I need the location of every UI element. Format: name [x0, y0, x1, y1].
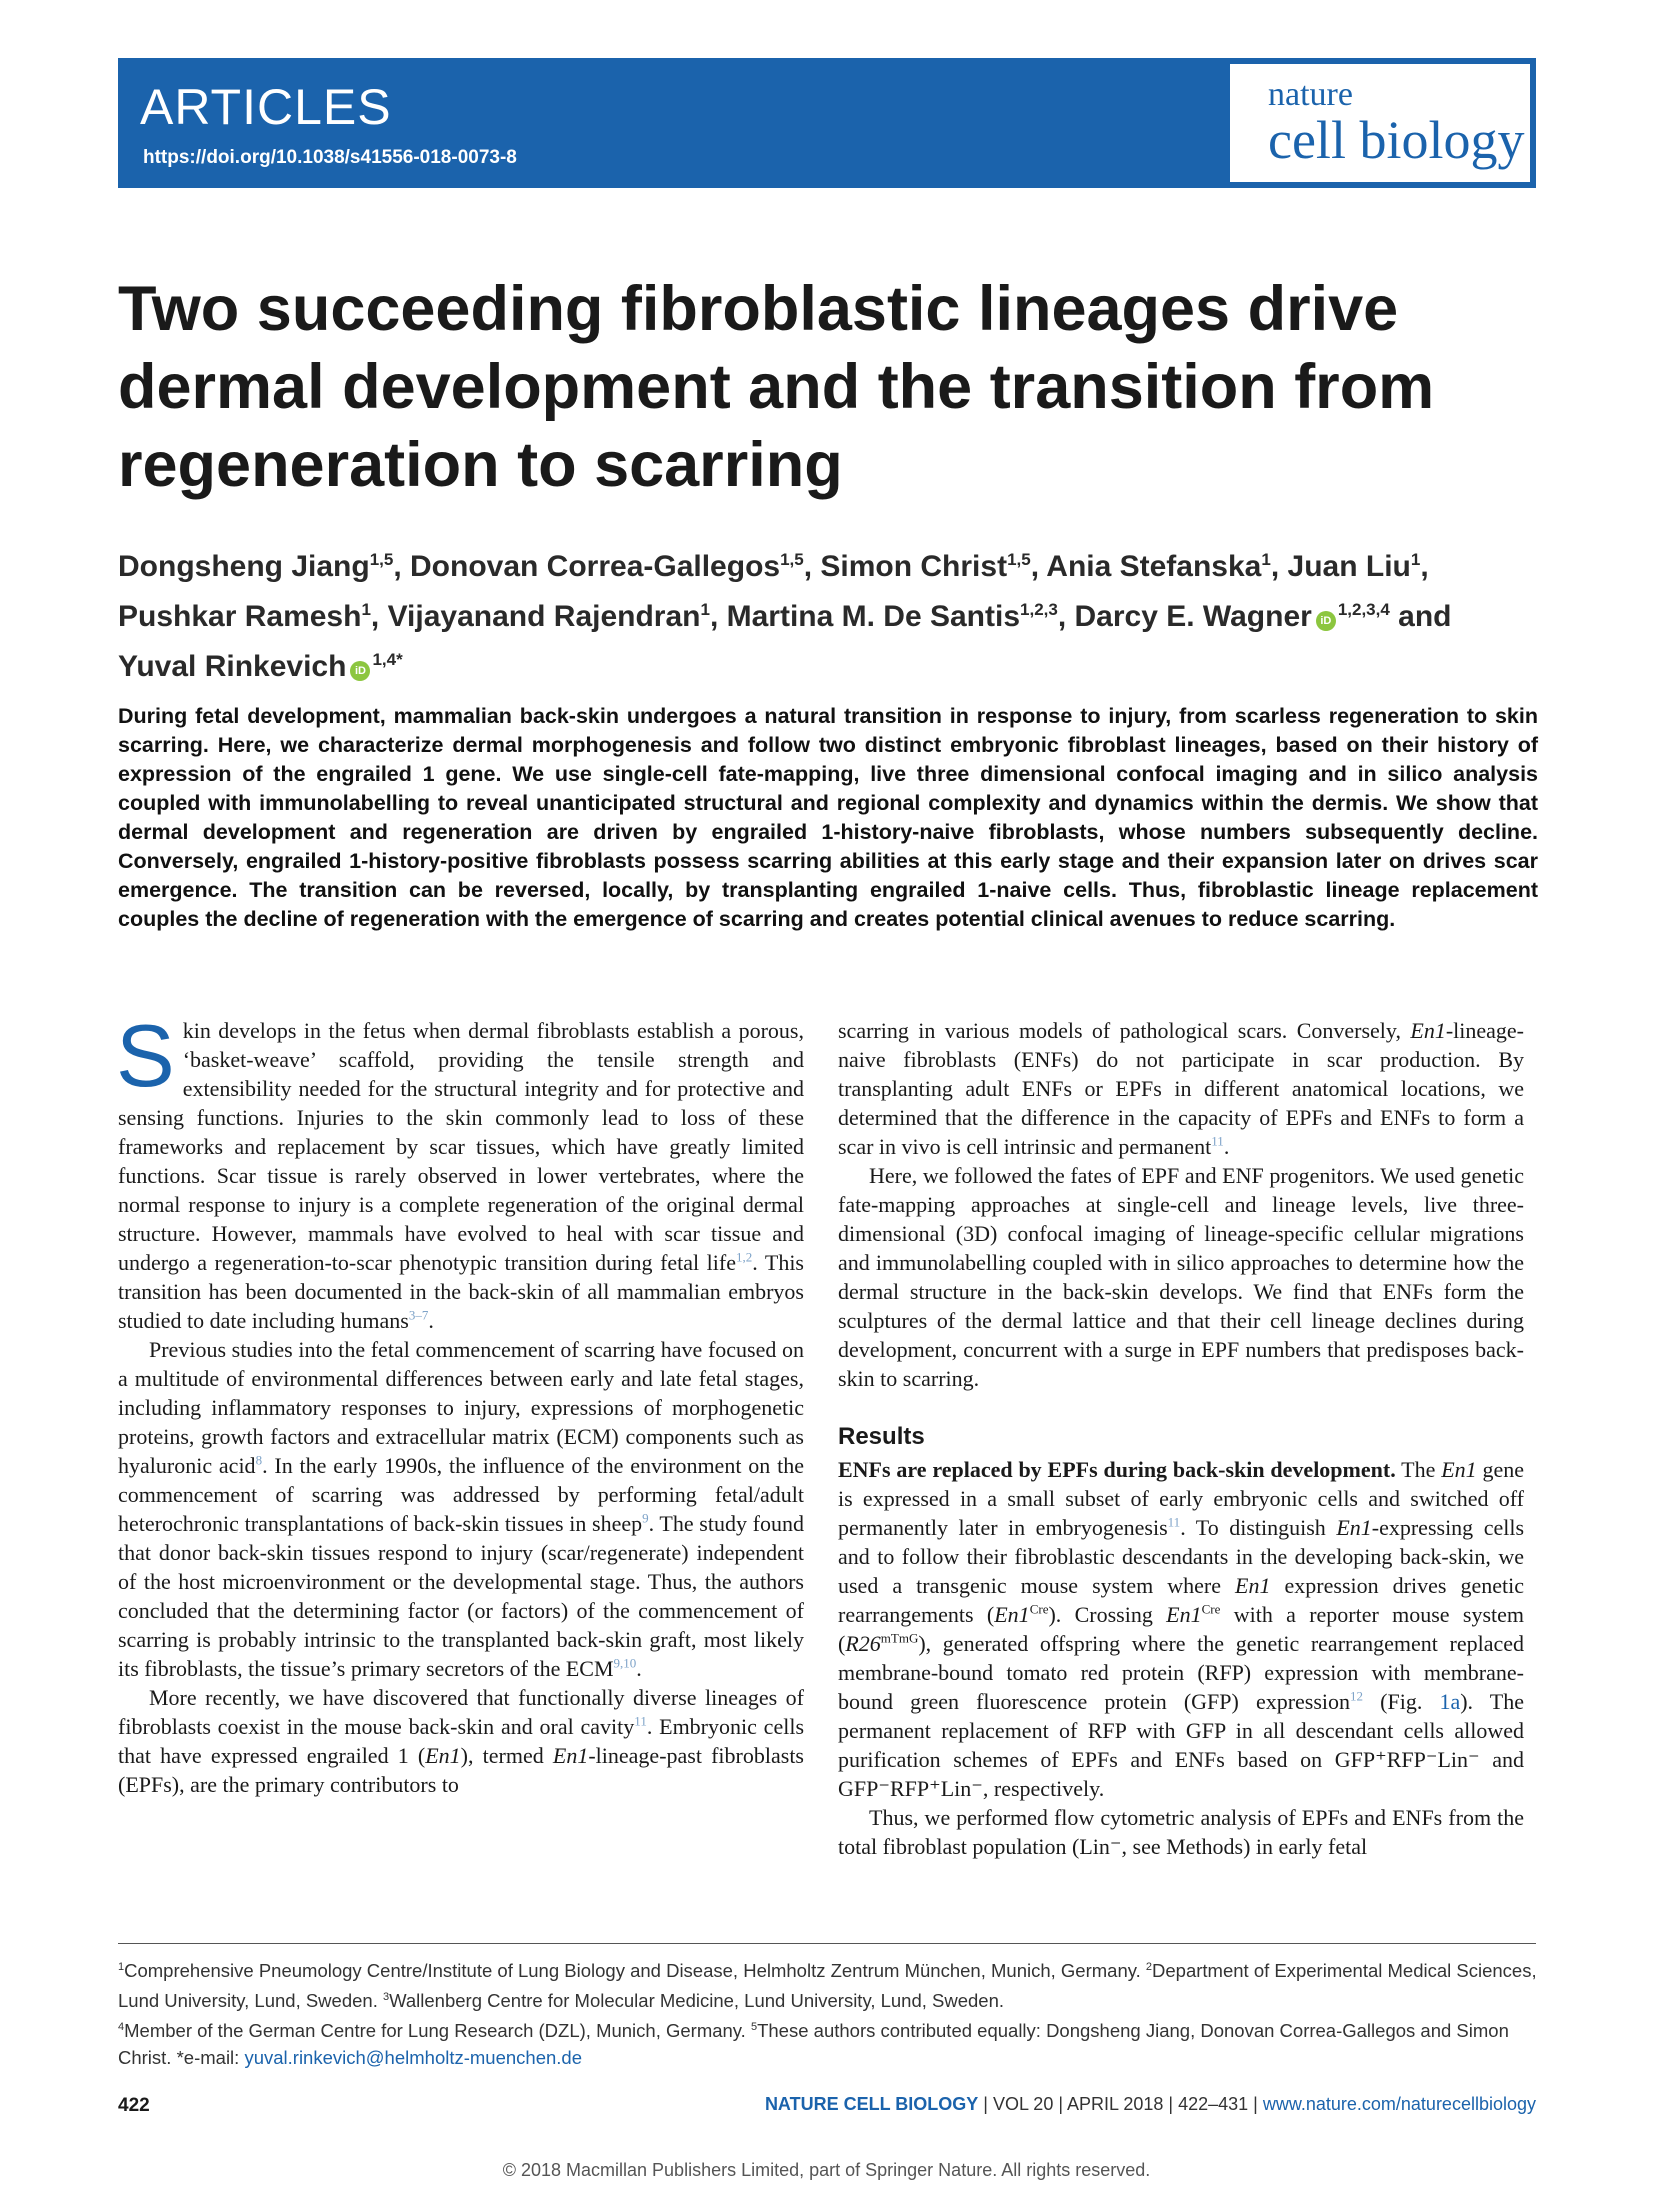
- text-run: ). Crossing: [1048, 1602, 1167, 1627]
- gene-name: R26: [845, 1631, 881, 1656]
- text-run: . In the early 1990s, the influence of the environment on the commencement of scarring was addressed by performing fetal/adult heterochronic transplantations of back-skin tissues in sheep: [118, 1453, 804, 1536]
- citation-ref[interactable]: 11: [1167, 1514, 1181, 1530]
- orcid-icon[interactable]: iD: [1316, 611, 1336, 631]
- text-run: More recently, we have discovered that functionally diverse lineages of fibroblasts coexist in the mouse back-skin and oral cavity: [118, 1685, 804, 1739]
- gene-name: En1: [1410, 1018, 1446, 1043]
- gene-name: En1: [1166, 1602, 1202, 1627]
- author-affiliation: 1: [1410, 550, 1421, 569]
- figure-link[interactable]: 1a: [1439, 1689, 1461, 1714]
- footer-citation: [765, 2094, 1536, 2115]
- text-run: Previous studies into the fetal commencement of scarring have focused on a multitude of environmental differences between early and late fetal stages, including inflammatory responses to injury, expressions of morphogenetic proteins, growth factors and extracellular matrix (ECM) components such as hyaluronic acid: [118, 1337, 804, 1478]
- author-affiliation: 1,5: [1007, 550, 1031, 569]
- subsection-heading: ENFs are replaced by EPFs during back-skin development.: [838, 1457, 1396, 1482]
- author-name[interactable]: Pushkar Ramesh: [118, 600, 362, 633]
- footnote-mark: 3: [382, 1991, 390, 2004]
- text-run: ). The permanent replacement of RFP with GFP in all descendant cells allowed purification schemes of EPFs and ENFs based on GFP⁺RFP⁻Lin⁻ and GFP⁻RFP⁺Lin⁻, respectively.: [838, 1689, 1524, 1801]
- affiliation-text: These authors contributed equally: Dongsheng Jiang, Donovan Correa-Gallegos and Simon Christ. *e-mail:: [118, 2020, 1509, 2069]
- author-name[interactable]: Martina M. De Santis: [726, 600, 1021, 633]
- gene-name: En1: [1441, 1457, 1477, 1482]
- affiliation-text: Department of Experimental Medical Sciences, Lund University, Lund, Sweden.: [118, 1960, 1537, 2012]
- allele-superscript: Cre: [1029, 1601, 1049, 1617]
- citation-ref[interactable]: 9: [642, 1510, 649, 1526]
- text-run: gene is expressed in a small subset of early embryonic cells and switched off permanently later in embryogenesis: [838, 1457, 1525, 1540]
- paragraph: [118, 1683, 804, 1799]
- author-affiliation: 1,4*: [372, 650, 403, 669]
- text-run: .: [636, 1656, 642, 1681]
- paragraph: [838, 1016, 1524, 1161]
- citation-ref[interactable]: 8: [255, 1452, 263, 1468]
- journal-logo-bottom: cell biology: [1268, 110, 1525, 170]
- paragraph: [116, 1006, 804, 1335]
- journal-logo-top: nature: [1268, 76, 1353, 113]
- author-affiliation: 1,5: [780, 550, 804, 569]
- journal-url-link[interactable]: www.nature.com/naturecellbiology: [1262, 2094, 1536, 2114]
- text-run: The: [1395, 1457, 1442, 1482]
- gene-name: En1: [425, 1743, 461, 1768]
- footnotes: [118, 1954, 1538, 2071]
- footer-issue: | VOL 20 | APRIL 2018 | 422–431 |: [978, 2094, 1263, 2114]
- text-run: expression drives genetic rearrangements (: [838, 1573, 1524, 1627]
- copyright-notice: © 2018 Macmillan Publishers Limited, part of Springer Nature. All rights reserved.: [502, 2160, 1151, 2180]
- author-list: Dongsheng Jiang$^{1,5}$, Donovan Correa-Gallegos$^{1,5}$, Simon Christ$^{1,5}$, Ania Stefanska$^1$, Juan Liu$^1$, Pushkar Ramesh$^1$, Vijayanand Rajendran$^1$, Martina M. De Santis$^{1,2,3}$, Darcy E. Wagner iD$^{1,2,3,4}$ and Yuval Rinkevich $iD^{1,4*}$: [118, 550, 1452, 683]
- gene-name: En1: [1235, 1573, 1271, 1598]
- author-name[interactable]: Juan Liu: [1287, 550, 1411, 583]
- body-column-right: [838, 1016, 1524, 1861]
- affiliation-text: Wallenberg Centre for Molecular Medicine, Lund University, Lund, Sweden.: [389, 1990, 1005, 2012]
- text-run: -lineage-naive fibroblasts (ENFs) do not participate in scar production. By transplanting adult ENFs or EPFs in different anatomical locations, we determined that the difference in the capacity of EPFs and ENFs to form a scar in vivo is cell intrinsic and permanent: [838, 1018, 1524, 1159]
- text-run: .: [1223, 1134, 1230, 1159]
- article-title: Two succeeding fibroblastic lineages drive dermal development and the transition from regeneration to scarring: [118, 274, 1435, 500]
- orcid-icon[interactable]: iD: [350, 661, 370, 681]
- text-run: (Fig.: [1363, 1689, 1440, 1714]
- author-name[interactable]: Simon Christ: [820, 550, 1008, 583]
- text-run: .: [428, 1308, 434, 1333]
- footnote-mark: 2: [1145, 1961, 1153, 1973]
- author-affiliation: 1: [1261, 550, 1271, 569]
- journal-logo[interactable]: [1230, 64, 1530, 182]
- email-link[interactable]: yuval.rinkevich@helmholtz-muenchen.de: [244, 2047, 583, 2069]
- gene-name: En1: [1336, 1515, 1372, 1540]
- allele-superscript: mTmG: [880, 1630, 919, 1646]
- section-heading-results: Results: [838, 1423, 925, 1450]
- body-column-left: [116, 1006, 805, 1799]
- gene-name: En1: [994, 1602, 1030, 1627]
- author-affiliation: 1: [700, 600, 710, 619]
- text-run: kin develops in the fetus when dermal fibroblasts establish a porous, ‘basket-weave’ scaffold, providing the tensile strength and extensibility needed for the structural integrity and for protective and sensing functions. Injuries to the skin commonly lead to loss of these frameworks and replacement by scar tissues, which have greatly limited functions. Scar tissue is rarely observed in lower vertebrates, where the normal response to injury is a complete regeneration of the original dermal structure. However, mammals have evolved to heal with scar tissue and undergo a regeneration-to-scar phenotypic transition during fetal life: [118, 1018, 804, 1275]
- text-run: -expressing cells and to follow their fibroblastic descendants in the developing back-skin, we used a transgenic mouse system where: [838, 1515, 1525, 1598]
- author-name[interactable]: Darcy E. Wagner: [1074, 600, 1312, 633]
- gene-name: En1: [552, 1743, 589, 1768]
- paragraph: [118, 1335, 804, 1683]
- text-run: ), termed: [460, 1743, 553, 1768]
- author-name[interactable]: Yuval Rinkevich: [118, 650, 347, 683]
- author-name[interactable]: Ania Stefanska: [1046, 550, 1262, 583]
- affiliation-text: Comprehensive Pneumology Centre/Institute of Lung Biology and Disease, Helmholtz Zentrum München, Munich, Germany.: [124, 1960, 1146, 1982]
- article-banner: [118, 58, 1536, 188]
- allele-superscript: Cre: [1201, 1601, 1221, 1617]
- author-affiliation: 1,5: [369, 550, 394, 569]
- paragraph: Thus, we performed flow cytometric analysis of EPFs and ENFs from the total fibroblast population (Lin⁻, see Methods) in early fetal: [838, 1805, 1524, 1859]
- author-name[interactable]: Vijayanand Rajendran: [387, 600, 701, 633]
- author-name[interactable]: Dongsheng Jiang: [118, 550, 370, 583]
- footer-journal-name: NATURE CELL BIOLOGY: [764, 2094, 979, 2114]
- paragraph: [838, 1455, 1524, 1803]
- text-run: scarring in various models of pathological scars. Conversely,: [838, 1018, 1411, 1043]
- citation-ref[interactable]: 1,2: [736, 1249, 753, 1265]
- footnote-divider: [118, 1943, 1536, 1944]
- text-run: . Embryonic cells that have expressed engrailed 1 (: [118, 1714, 805, 1768]
- page-number: 422: [118, 2095, 150, 2116]
- text-run: . This transition has been documented in the back-skin of all mammalian embryos studied to date including humans: [118, 1250, 804, 1333]
- section-label: ARTICLES: [140, 79, 392, 135]
- doi-link[interactable]: https://doi.org/10.1038/s41556-018-0073-8: [143, 147, 517, 168]
- footnote-mark: 4: [118, 2021, 125, 2034]
- footnote-mark: 5: [750, 2021, 758, 2034]
- author-name[interactable]: Donovan Correa-Gallegos: [410, 550, 781, 583]
- text-run: -lineage-past fibroblasts (EPFs), are the primary contributors to: [118, 1743, 804, 1797]
- author-affiliation: 1,2,3,4: [1337, 600, 1390, 619]
- citation-ref[interactable]: 11: [634, 1713, 647, 1729]
- citation-ref[interactable]: 9,10: [613, 1655, 637, 1671]
- text-run: . To distinguish: [1180, 1515, 1337, 1540]
- footnote-mark: 1: [118, 1961, 125, 1973]
- citation-ref[interactable]: 12: [1350, 1688, 1364, 1704]
- author-affiliation: 1: [361, 600, 371, 619]
- text-run: . The study found that donor back-skin tissues respond to injury (scar/regenerate) independent of the host microenvironment or the developmental stage. Thus, the authors concluded that the determining factor (or factors) of the commencement of scarring is probably intrinsic to the transplanted back-skin graft, most likely its fibroblasts, the tissue’s primary secretors of the ECM: [118, 1511, 804, 1681]
- text-run: with a reporter mouse system (: [838, 1602, 1524, 1656]
- citation-ref[interactable]: 3–7: [408, 1307, 429, 1323]
- citation-ref[interactable]: 11: [1211, 1133, 1224, 1149]
- author-affiliation: 1,2,3: [1020, 600, 1058, 619]
- author-conjunction: and: [1398, 600, 1452, 633]
- text-run: ), generated offspring where the genetic rearrangement replaced membrane-bound tomato red protein (RFP) expression with membrane-bound green fluorescence protein (GFP) expression: [838, 1631, 1524, 1714]
- drop-cap: S: [116, 1006, 175, 1105]
- paragraph: Here, we followed the fates of EPF and ENF progenitors. We used genetic fate-mapping approaches at single-cell and lineage levels, live three-dimensional (3D) confocal imaging of lineage-specific cellular migrations and immunolabelling coupled with in silico approaches to determine how the dermal structure in the back-skin develops. We find that ENFs form the sculptures of the dermal lattice and that their cell lineage declines during development, concurrent with a surge in EPF numbers that predisposes back-skin to scarring.: [838, 1163, 1524, 1391]
- abstract: During fetal development, mammalian back-skin undergoes a natural transition in response to injury, from scarless regeneration to skin scarring. Here, we characterize dermal morphogenesis and follow two distinct embryonic fibroblast lineages, based on their history of expression of the engrailed 1 gene. We use single-cell fate-mapping, live three dimensional confocal imaging and in silico analysis coupled with immunolabelling to reveal unanticipated structural and regional complexity and dynamics within the dermis. We show that dermal development and regeneration are driven by engrailed 1-history-naive fibroblasts, whose numbers subsequently decline. Conversely, engrailed 1-history-positive fibroblasts possess scarring abilities at this early stage and their expansion later on drives scar emergence. The transition can be reversed, locally, by transplanting engrailed 1-naive cells. Thus, fibroblastic lineage replacement couples the decline of regeneration with the emergence of scarring and creates potential clinical avenues to reduce scarring.: [118, 704, 1538, 931]
- affiliation-text: Member of the German Centre for Lung Research (DZL), Munich, Germany.: [124, 2020, 751, 2042]
